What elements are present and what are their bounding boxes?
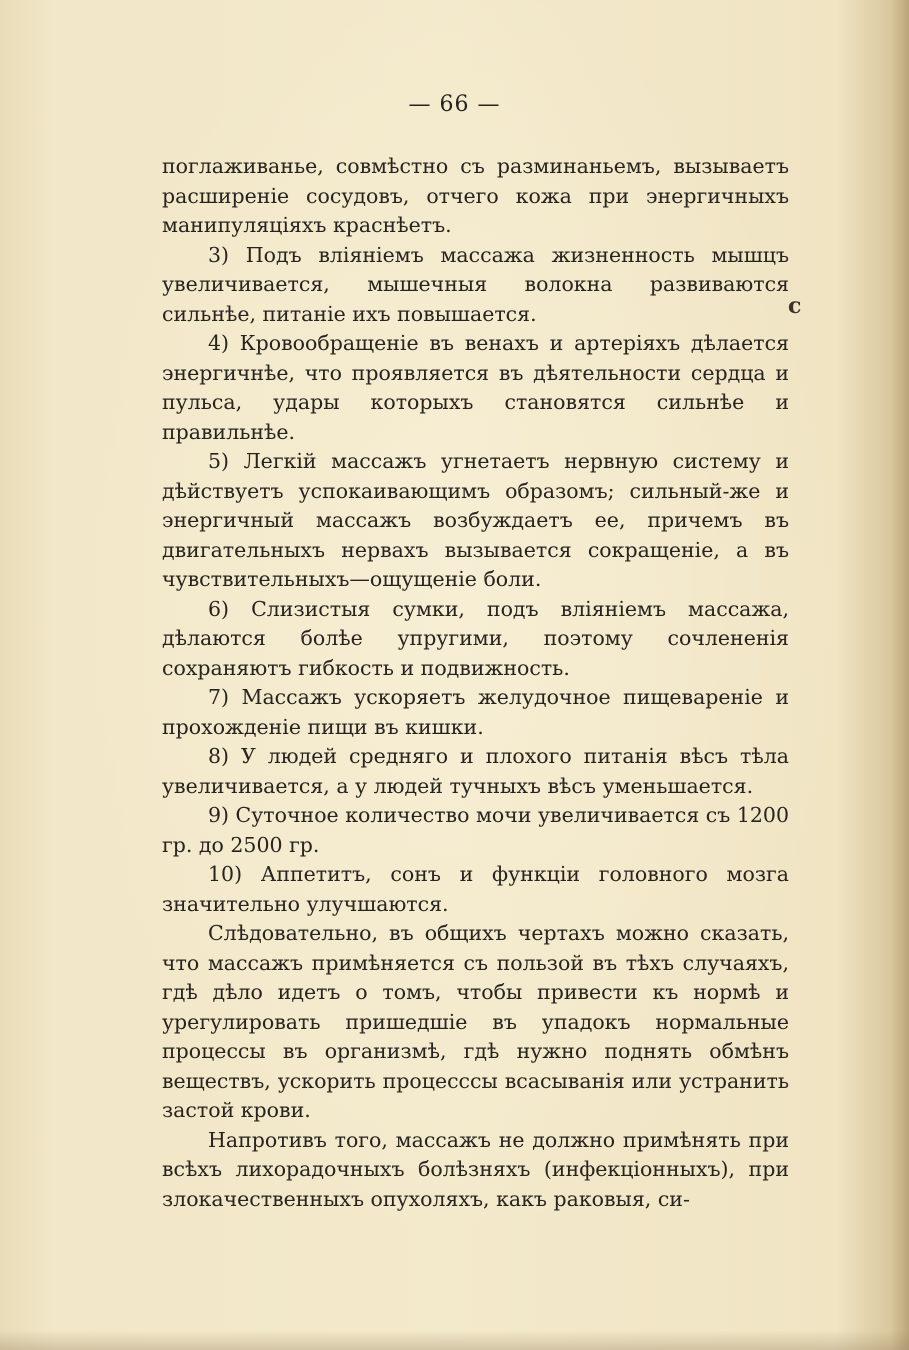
page-number: — 66 —	[408, 92, 501, 117]
paragraph-item-3: 3) Подъ вліяніемъ массажа жизненность мышцъ увеличивается, мышечныя волокна развиваются сильнѣе, питаніе ихъ повышается.	[162, 242, 789, 326]
paragraph-conclusion: Слѣдовательно, въ общихъ чертахъ можно сказать, что массажъ примѣняется съ пользой въ тѣхъ случаяхъ, гдѣ дѣло идетъ о томъ, чтобы привести къ нормѣ и урегулировать пришедшіе въ упадокъ нормальные процессы въ организмѣ, гдѣ нужно поднять обмѣнъ веществъ, ускорить процесссы всасыванія или устранить застой крови.	[162, 921, 789, 1122]
paragraph-contraindications: Напротивъ того, массажъ не должно примѣнять при всѣхъ лихорадочныхъ болѣзняхъ (инфекціонныхъ), при злокачественныхъ опухоляхъ, какъ раковыя, си-	[162, 1127, 789, 1211]
body-text	[162, 152, 789, 1214]
paragraph-continuation: поглаживанье, совмѣстно съ разминаньемъ, вызываетъ расширеніе сосудовъ, отчего кожа при энергичныхъ манипуляціяхъ краснѣетъ.	[162, 154, 789, 237]
margin-mark: с	[788, 293, 802, 319]
paragraph-item-6: 6) Слизистыя сумки, подъ вліяніемъ массажа, дѣлаются болѣе упругими, поэтому сочлененія сохраняютъ гибкость и подвижность.	[162, 596, 789, 680]
paragraph-item-7: 7) Массажъ ускоряетъ желудочное пищевареніе и прохожденіе пищи въ кишки.	[162, 685, 789, 739]
paragraph-item-5: 5) Легкій массажъ угнетаетъ нервную систему и дѣйствуетъ успокаивающимъ образомъ; сильный-же и энергичный массажъ возбуждаетъ ее, причемъ въ двигательныхъ нервахъ вызывается сокращеніе, а въ чувствительныхъ—ощущеніе боли.	[162, 449, 789, 591]
paragraph-item-9: 9) Суточное количество мочи увеличивается съ 1200 гр. до 2500 гр.	[162, 803, 789, 857]
page-edge-shadow	[0, 1330, 909, 1350]
paragraph-item-10: 10) Аппетитъ, сонъ и функціи головного мозга значительно улучшаются.	[162, 862, 789, 916]
paragraph-item-8: 8) У людей средняго и плохого питанія вѣсъ тѣла увеличивается, а у людей тучныхъ вѣсъ уменьшается.	[162, 744, 789, 798]
paragraph-item-4: 4) Кровообращеніе въ венахъ и артеріяхъ дѣлается энергичнѣе, что проявляется въ дѣятельности сердца и пульса, удары которыхъ становятся сильнѣе и правильнѣе.	[162, 331, 789, 444]
